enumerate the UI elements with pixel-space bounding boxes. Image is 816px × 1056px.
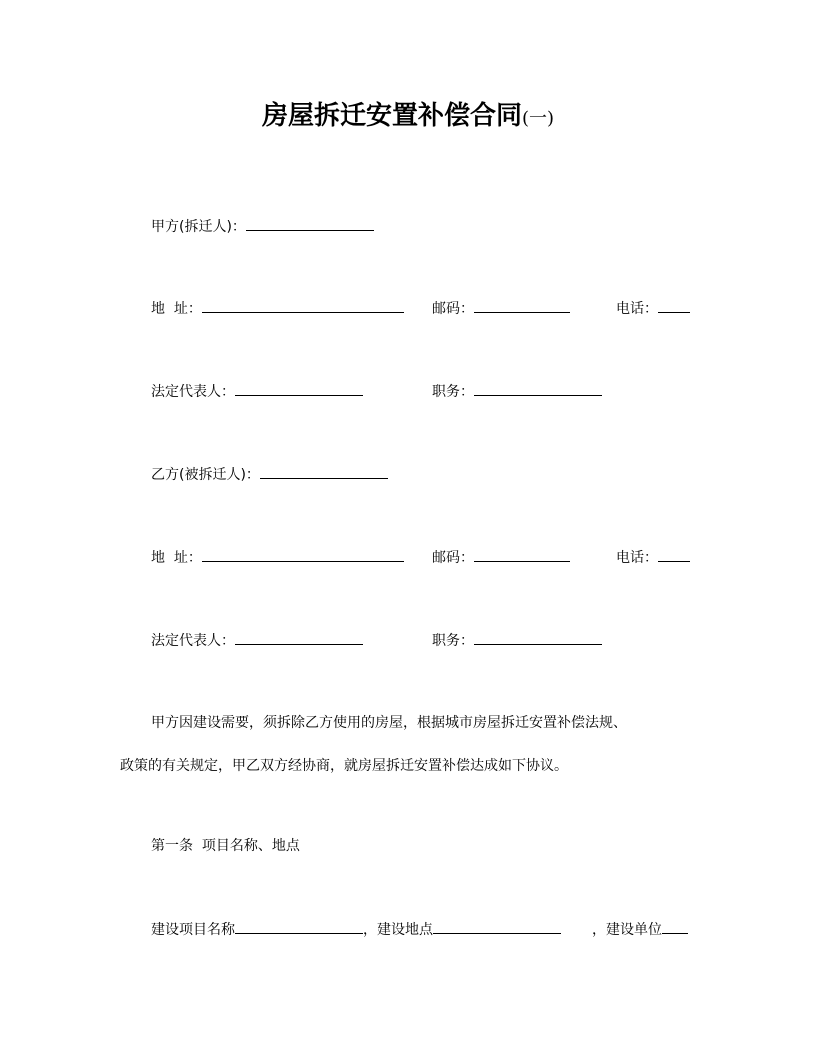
party-a-postcode-blank[interactable] [474, 298, 570, 313]
party-b-address-blank[interactable] [202, 547, 404, 562]
project-name-label: 建设项目名称 [151, 922, 235, 938]
party-a-address-line [151, 298, 404, 319]
party-b-position-blank[interactable] [474, 630, 602, 645]
party-b-postcode [432, 547, 570, 568]
party-b-address-line [151, 547, 404, 568]
party-b-postcode-blank[interactable] [474, 547, 570, 562]
party-b-line [151, 464, 388, 485]
party-b-position [432, 630, 602, 651]
party-a-postcode-label: 邮码： [432, 301, 474, 317]
party-a-name-blank[interactable] [246, 216, 374, 231]
document-title [0, 98, 816, 137]
party-a-legal-rep-blank[interactable] [235, 381, 363, 396]
project-site-blank[interactable] [433, 919, 561, 934]
party-a-postcode [432, 298, 570, 319]
party-a-phone-label: 电话： [616, 301, 658, 317]
project-unit-label: ，建设单位 [592, 922, 662, 938]
article-1-heading: 第一条 项目名称、地点 [151, 838, 300, 854]
party-b-legal-rep-blank[interactable] [235, 630, 363, 645]
party-b-label: 乙方(被拆迁人)： [151, 467, 260, 483]
project-site-label: ，建设地点 [363, 922, 433, 938]
project-name-blank[interactable] [235, 919, 363, 934]
party-b-position-label: 职务： [432, 633, 474, 649]
party-b-legal-rep-line [151, 630, 363, 651]
project-unit-blank[interactable] [662, 919, 688, 934]
party-a-address-blank[interactable] [202, 298, 404, 313]
party-b-name-blank[interactable] [260, 464, 388, 479]
party-a-position [432, 381, 602, 402]
article-1-project-line [151, 919, 561, 940]
party-b-phone-blank[interactable] [658, 547, 690, 562]
party-a-phone-blank[interactable] [658, 298, 690, 313]
party-b-postcode-label: 邮码： [432, 550, 474, 566]
party-a-address-label: 地 址： [151, 301, 202, 317]
party-b-address-label: 地 址： [151, 550, 202, 566]
party-a-line [151, 216, 374, 237]
party-a-label: 甲方(拆迁人)： [151, 219, 246, 235]
title-suffix: (一) [521, 108, 555, 129]
project-unit [592, 919, 688, 940]
party-a-position-label: 职务： [432, 384, 474, 400]
party-b-legal-rep-label: 法定代表人： [151, 633, 235, 649]
party-a-phone [616, 298, 690, 319]
preamble-line-1: 甲方因建设需要，须拆除乙方使用的房屋，根据城市房屋拆迁安置补偿法规、 [151, 715, 627, 731]
party-b-phone [616, 547, 690, 568]
party-a-position-blank[interactable] [474, 381, 602, 396]
party-a-legal-rep-label: 法定代表人： [151, 384, 235, 400]
party-a-legal-rep-line [151, 381, 363, 402]
preamble-line-2: 政策的有关规定，甲乙双方经协商，就房屋拆迁安置补偿达成如下协议。 [120, 758, 568, 774]
title-main: 房屋拆迁安置补偿合同 [261, 101, 522, 131]
party-b-phone-label: 电话： [616, 550, 658, 566]
